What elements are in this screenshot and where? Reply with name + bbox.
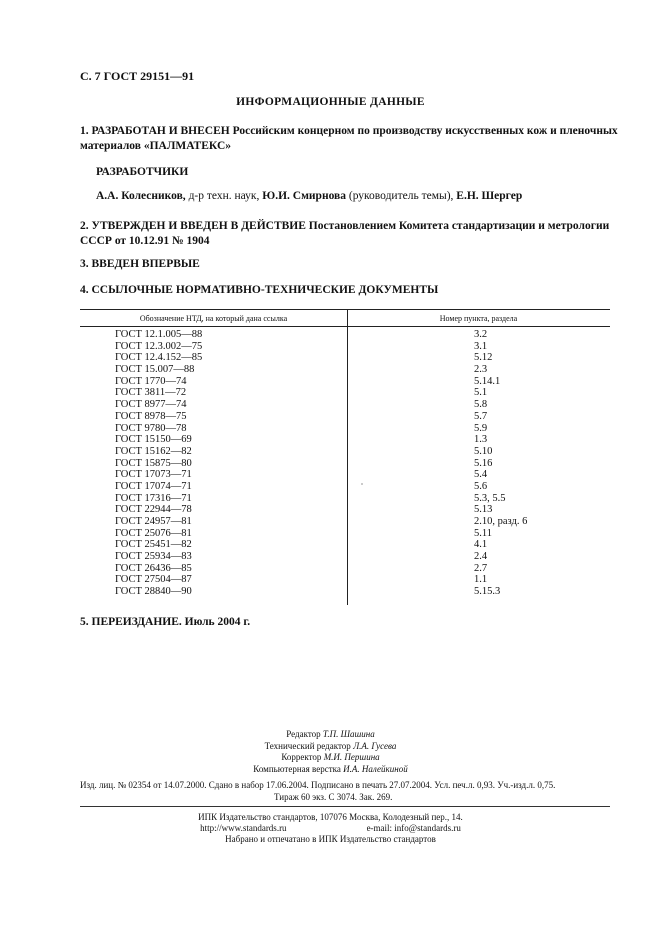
credit-editor-label: Редактор (286, 729, 323, 739)
developer-1-name: А.А. Колесников, (96, 190, 186, 202)
table-cell-designation: ГОСТ 25451—82 (115, 539, 192, 551)
table-cell-clause: 5.8 (474, 399, 488, 411)
footer-email[interactable]: e-mail: info@standards.ru (366, 823, 461, 833)
table-cell-clause: 5.11 (474, 527, 492, 539)
table-row (0, 411, 661, 423)
table-cell-designation: ГОСТ 22944—78 (115, 504, 192, 516)
table-cell-designation: ГОСТ 17073—71 (115, 469, 192, 481)
table-header-clause: Номер пункта, раздела (439, 314, 518, 323)
table-cell-clause: 5.10 (474, 445, 493, 457)
item-4-number: 4. (80, 284, 89, 296)
item-5-text: ПЕРЕИЗДАНИЕ. Июль 2004 г. (91, 616, 251, 628)
item-5-number: 5. (80, 616, 89, 628)
imprint-line-2: Тираж 60 экз. С 3074. Зак. 269. (274, 791, 393, 802)
section-title: ИНФОРМАЦИОННЫЕ ДАННЫЕ (236, 96, 425, 108)
table-row (0, 481, 661, 493)
table-header-designation: Обозначение НТД, на который дана ссылка (139, 314, 288, 323)
table-cell-designation: ГОСТ 25076—81 (115, 527, 192, 539)
table-cell-clause: 2.10, разд. 6 (474, 516, 528, 527)
footer-contacts (0, 823, 661, 834)
table-cell-designation: ГОСТ 17074—71 (115, 480, 192, 492)
scan-speck (361, 483, 363, 485)
credit-editor (0, 729, 661, 741)
item-3-text: ВВЕДЕН ВПЕРВЫЕ (91, 258, 200, 270)
footer-block (0, 812, 661, 845)
table-row (0, 364, 661, 376)
table-row (0, 586, 661, 598)
credit-tech-editor (0, 741, 661, 753)
table-cell-clause: 5.16 (474, 457, 493, 469)
table-cell-designation: ГОСТ 9780—78 (115, 422, 187, 434)
table-row (0, 387, 661, 399)
table-cell-clause: 2.3 (474, 364, 488, 376)
table-row (0, 574, 661, 586)
item-5 (80, 616, 250, 628)
table-cell-clause: 3.2 (474, 329, 488, 340)
table-cell-designation: ГОСТ 8977—74 (115, 399, 187, 411)
imprint-block (80, 780, 640, 803)
table-cell-clause: 5.14.1 (474, 375, 501, 387)
credit-tech-label: Технический редактор (264, 740, 354, 751)
item-1-lead: РАЗРАБОТАН И ВНЕСЕН (91, 125, 230, 137)
table-cell-clause: 5.7 (474, 410, 488, 422)
table-cell-clause: 3.1 (474, 340, 488, 352)
page-header: С. 7 ГОСТ 29151—91 (80, 69, 195, 83)
item-1-number: 1. (80, 125, 89, 137)
table-header-rule (80, 326, 610, 327)
table-cell-designation: ГОСТ 3811—72 (115, 387, 187, 399)
table-cell-designation: ГОСТ 15.007—88 (115, 364, 195, 376)
table-cell-designation: ГОСТ 15162—82 (115, 445, 192, 457)
item-2-text: Постановлением Комитета стандартизации и метрологии СССР от 10.12.91 № 1904 (80, 220, 610, 247)
table-cell-designation: ГОСТ 25934—83 (115, 551, 192, 563)
table-row (0, 516, 661, 528)
table-cell-clause: 5.4 (474, 469, 488, 481)
imprint-line-1: Изд. лиц. № 02354 от 14.07.2000. Сдано в набор 17.06.2004. Подписано в печать 27.07.2004. Усл. печ.л. 0,93. Уч.-изд.л. 0,75. (80, 780, 556, 790)
table-cell-designation: ГОСТ 1770—74 (115, 375, 187, 387)
credit-tech-name: Л.А. Гусева (353, 740, 397, 751)
footer-website[interactable]: http://www.standards.ru (200, 823, 287, 833)
footer-printed: Набрано и отпечатано в ИПК Издательство стандартов (225, 834, 436, 844)
developers-heading: РАЗРАБОТЧИКИ (96, 166, 189, 178)
item-3 (80, 258, 200, 270)
table-cell-designation: ГОСТ 15875—80 (115, 457, 192, 469)
table-row (0, 341, 661, 353)
developer-3-name: Е.Н. Шергер (456, 190, 523, 202)
table-row (0, 551, 661, 563)
credits-block (0, 729, 661, 775)
table-row (0, 434, 661, 446)
table-row (0, 469, 661, 481)
credit-layout-name: И.А. Налейкиной (343, 763, 408, 774)
table-cell-designation: ГОСТ 28840—90 (115, 586, 192, 598)
table-cell-designation: ГОСТ 12.4.152—85 (115, 352, 203, 364)
table-top-rule (80, 309, 610, 310)
table-body (0, 329, 661, 598)
table-row (0, 528, 661, 540)
table-cell-clause: 5.6 (474, 480, 488, 492)
table-cell-clause: 5.13 (474, 504, 493, 516)
table-cell-designation: ГОСТ 15150—69 (115, 434, 192, 446)
table-row (0, 493, 661, 505)
developer-2-role: (руководитель темы), (346, 190, 457, 202)
developers-list (96, 190, 522, 202)
table-row (0, 376, 661, 388)
table-row (0, 458, 661, 470)
item-1 (80, 124, 620, 154)
table-row (0, 399, 661, 411)
credit-corrector-label: Корректор (281, 752, 324, 762)
table-cell-designation: ГОСТ 17316—71 (115, 492, 192, 504)
table-cell-clause: 1.3 (474, 434, 488, 446)
item-2-lead: УТВЕРЖДЕН И ВВЕДЕН В ДЕЙСТВИЕ (91, 220, 306, 232)
table-cell-clause: 1.1 (474, 574, 488, 586)
developer-2-name: Ю.И. Смирнова (262, 190, 346, 202)
table-cell-designation: ГОСТ 8978—75 (115, 410, 187, 422)
table-cell-clause: 5.1 (474, 387, 488, 399)
credit-editor-name: Т.П. Шашина (322, 729, 375, 739)
table-row (0, 504, 661, 516)
table-cell-clause: 5.12 (474, 352, 493, 364)
footer-rule (80, 806, 610, 807)
table-row (0, 539, 661, 551)
credit-layout (0, 764, 661, 776)
footer-publisher: ИПК Издательство стандартов, 107076 Москва, Колодезный пер., 14. (198, 812, 463, 822)
table-cell-designation: ГОСТ 12.3.002—75 (115, 340, 203, 352)
table-row (0, 352, 661, 364)
table-cell-clause: 5.15.3 (474, 586, 501, 598)
item-4-text: ССЫЛОЧНЫЕ НОРМАТИВНО-ТЕХНИЧЕСКИЕ ДОКУМЕНТЫ (91, 284, 439, 296)
developer-1-role: д-р техн. наук, (185, 190, 263, 202)
table-cell-designation: ГОСТ 12.1.005—88 (115, 329, 203, 340)
item-4 (80, 284, 438, 296)
item-3-number: 3. (80, 258, 89, 270)
credit-corrector-name: М.И. Першина (323, 752, 380, 762)
table-cell-clause: 2.4 (474, 551, 488, 563)
credit-layout-label: Компьютерная верстка (253, 763, 344, 774)
table-cell-designation: ГОСТ 24957—81 (115, 516, 192, 527)
item-2-number: 2. (80, 220, 89, 232)
table-row (0, 446, 661, 458)
table-cell-designation: ГОСТ 26436—85 (115, 562, 192, 574)
item-2 (80, 219, 620, 249)
table-cell-designation: ГОСТ 27504—87 (115, 574, 192, 586)
table-cell-clause: 2.7 (474, 562, 488, 574)
item-1-text: Российским концерном по производству искусственных кож и пленочных материалов «ПАЛМАТЕКС» (80, 125, 618, 152)
table-row (0, 423, 661, 435)
table-cell-clause: 5.3, 5.5 (474, 492, 506, 504)
table-cell-clause: 5.9 (474, 422, 488, 434)
credit-corrector (0, 752, 661, 764)
table-row (0, 563, 661, 575)
table-cell-clause: 4.1 (474, 539, 488, 551)
table-row (0, 329, 661, 341)
